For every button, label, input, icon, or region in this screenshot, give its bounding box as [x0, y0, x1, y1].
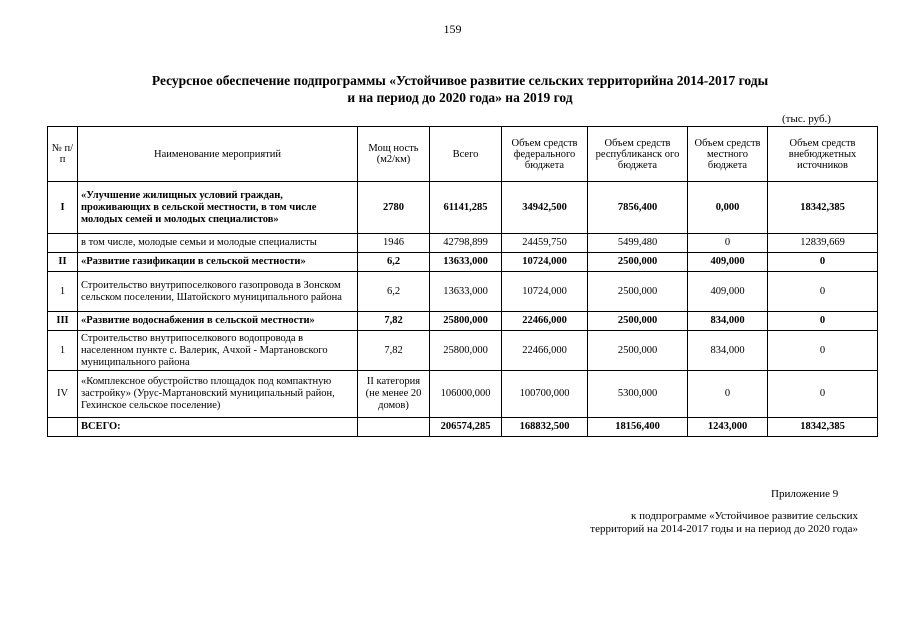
units-label: (тыс. руб.): [782, 113, 831, 125]
row-local: 0: [688, 371, 768, 418]
row-num: 1: [48, 331, 78, 371]
appendix-label: Приложение 9: [771, 488, 839, 500]
row-power: 7,82: [358, 331, 430, 371]
row-republic: 5499,480: [588, 234, 688, 253]
page-number: 159: [443, 22, 462, 36]
row-total: 25800,000: [430, 312, 502, 331]
row-power: 2780: [358, 182, 430, 234]
row-power: 6,2: [358, 272, 430, 312]
row-local: 0: [688, 234, 768, 253]
header-row: [48, 127, 878, 182]
row-local: 834,000: [688, 312, 768, 331]
header-local: Объем средств местного бюджета: [688, 127, 768, 182]
row-federal: 100700,000: [502, 371, 588, 418]
header-extra: Объем средств внебюджетных источников: [768, 127, 878, 182]
row-name: «Развитие газификации в сельской местности»: [78, 253, 358, 272]
table-row: [48, 272, 878, 312]
row-republic: 18156,400: [588, 418, 688, 437]
row-local: 1243,000: [688, 418, 768, 437]
row-federal: 24459,750: [502, 234, 588, 253]
row-extra: 0: [768, 272, 878, 312]
row-name: «Комплексное обустройство площадок под компактную застройку» (Урус-Мартановский муниципальный район, Гехинское сельское поселение): [78, 371, 358, 418]
row-num: [48, 418, 78, 437]
row-federal: 10724,000: [502, 253, 588, 272]
row-local: 409,000: [688, 253, 768, 272]
row-republic: 2500,000: [588, 272, 688, 312]
row-power: 1946: [358, 234, 430, 253]
header-name: Наименование мероприятий: [78, 127, 358, 182]
row-name: Строительство внутрипоселкового водопровода в населенном пункте с. Валерик, Ачхой - Мартановского муниципального района: [78, 331, 358, 371]
table-row: [48, 418, 878, 437]
header-num: № п/ п: [48, 127, 78, 182]
appendix-note: [520, 510, 858, 536]
row-total: 106000,000: [430, 371, 502, 418]
table-row: [48, 234, 878, 253]
row-num: III: [48, 312, 78, 331]
row-num: IV: [48, 371, 78, 418]
row-federal: 22466,000: [502, 312, 588, 331]
resource-table: [47, 126, 878, 437]
table-row: [48, 371, 878, 418]
row-federal: 22466,000: [502, 331, 588, 371]
row-republic: 5300,000: [588, 371, 688, 418]
appendix-note-line-2: территорий на 2014-2017 годы и на период до 2020 года»: [590, 523, 858, 535]
row-republic: 2500,000: [588, 253, 688, 272]
row-extra: 0: [768, 331, 878, 371]
row-name: Строительство внутрипоселкового газопровода в Зонском сельском поселении, Шатойского муниципального района: [78, 272, 358, 312]
title-line-1: Ресурсное обеспечение подпрограммы «Устойчивое развитие сельских территорийна 2014-2017 годы: [151, 73, 769, 88]
row-total: 13633,000: [430, 272, 502, 312]
row-total: 61141,285: [430, 182, 502, 234]
row-total: 206574,285: [430, 418, 502, 437]
row-local: 834,000: [688, 331, 768, 371]
title-line-2: и на период до 2020 года» на 2019 год: [347, 90, 573, 105]
row-federal: 10724,000: [502, 272, 588, 312]
row-name: «Развитие водоснабжения в сельской местности»: [78, 312, 358, 331]
row-power: [358, 418, 430, 437]
header-republic: Объем средств республиканск ого бюджета: [588, 127, 688, 182]
row-power: 7,82: [358, 312, 430, 331]
header-total: Всего: [430, 127, 502, 182]
row-name: ВСЕГО:: [78, 418, 358, 437]
table-row: [48, 312, 878, 331]
row-total: 42798,899: [430, 234, 502, 253]
row-extra: 0: [768, 371, 878, 418]
row-extra: 0: [768, 253, 878, 272]
row-republic: 7856,400: [588, 182, 688, 234]
appendix-note-line-1: к подпрограмме «Устойчивое развитие сельских: [631, 510, 858, 522]
row-total: 25800,000: [430, 331, 502, 371]
row-republic: 2500,000: [588, 312, 688, 331]
row-republic: 2500,000: [588, 331, 688, 371]
table-body: [48, 182, 878, 437]
row-num: 1: [48, 272, 78, 312]
page-title: [60, 72, 860, 106]
table-row: [48, 253, 878, 272]
header-federal: Объем средств федерального бюджета: [502, 127, 588, 182]
row-extra: 18342,385: [768, 182, 878, 234]
row-extra: 12839,669: [768, 234, 878, 253]
row-num: II: [48, 253, 78, 272]
table-row: [48, 331, 878, 371]
row-federal: 34942,500: [502, 182, 588, 234]
row-power: 6,2: [358, 253, 430, 272]
row-extra: 18342,385: [768, 418, 878, 437]
row-local: 0,000: [688, 182, 768, 234]
row-extra: 0: [768, 312, 878, 331]
row-federal: 168832,500: [502, 418, 588, 437]
table-row: [48, 182, 878, 234]
row-power: II категория (не менее 20 домов): [358, 371, 430, 418]
row-num: I: [48, 182, 78, 234]
row-local: 409,000: [688, 272, 768, 312]
row-num: [48, 234, 78, 253]
row-name: в том числе, молодые семьи и молодые специалисты: [78, 234, 358, 253]
row-name: «Улучшение жилищных условий граждан, проживающих в сельской местности, в том числе молодых семей и молодых специалистов»: [78, 182, 358, 234]
row-total: 13633,000: [430, 253, 502, 272]
header-power: Мощ ность (м2/км): [358, 127, 430, 182]
